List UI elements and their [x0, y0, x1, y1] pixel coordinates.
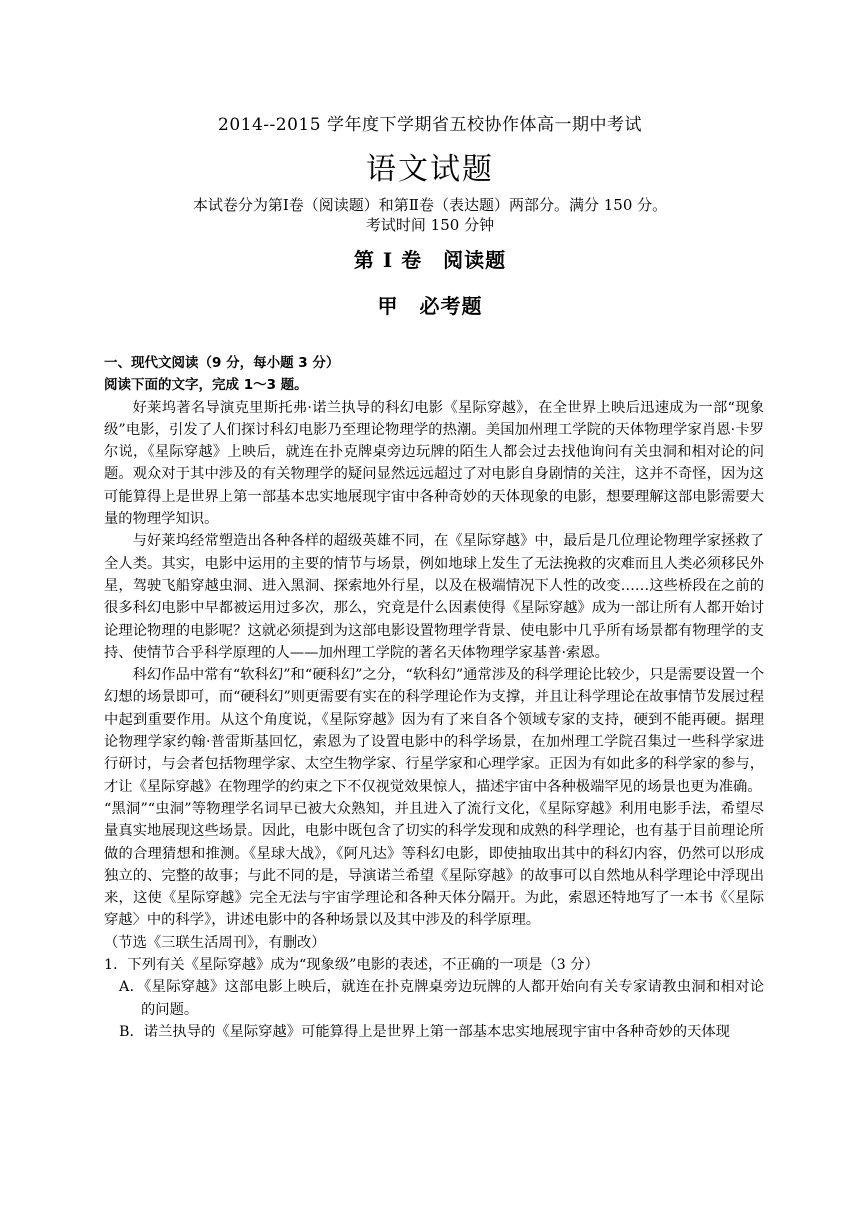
- passage-source: （节选《三联生活周刊》，有删改）: [104, 934, 326, 951]
- option-a-text: A．《星际穿越》这部电影上映后，就连在扑克牌桌旁边玩牌的人都开始向有关专家请教虫洞和相对论的问题。: [119, 979, 764, 1018]
- question-1-option-a: [104, 976, 764, 1021]
- passage-paragraph-1: 好莱坞著名导演克里斯托弗·诺兰执导的科幻电影《星际穿越》，在全世界上映后迅速成为一部“现象级”电影，引发了人们探讨科幻电影乃至理论物理学的热潮。美国加州理工学院的天体物理学家肖恩·卡罗尔说，《星际穿越》上映后，就连在扑克牌桌旁边玩牌的陌生人都会过去找他询问有关虫洞和相对论的问题。观众对于其中涉及的有关物理学的疑问显然远远超过了对电影自身剧情的关注，这并不奇怪，因为这可能算得上是世界上第一部基本忠实地展现宇宙中各种奇妙的天体现象的电影，想要理解这部电影需要大量的物理学知识。: [104, 399, 764, 528]
- option-b-text: B．诺兰执导的《星际穿越》可能算得上是世界上第一部基本忠实地展现宇宙中各种奇妙的天体现: [119, 1023, 730, 1040]
- exam-intro-scoring: 本试卷分为第Ⅰ卷（阅读题）和第Ⅱ卷（表达题）两部分。满分 150 分。: [192, 196, 668, 214]
- question-1-option-b: [104, 1021, 764, 1043]
- exam-title: 2014--2015 学年度下学期省五校协作体高一期中考试: [218, 115, 642, 135]
- passage-paragraph-2: 与好莱坞经常塑造出各种各样的超级英雄不同，在《星际穿越》中，最后是几位理论物理学家拯救了全人类。其实，电影中运用的主要的情节与场景，例如地球上发生了无法挽救的灾难而且人类必须移民外星，驾驶飞船穿越虫洞、进入黑洞、探索地外行星，以及在极端情况下人性的改变……这些桥段在之前的很多科幻电影中早都被运用过多次，那么，究竟是什么因素使得《星际穿越》成为一部让所有人都开始讨论理论物理的电影呢？这就必须提到为这部电影设置物理学背景、使电影中几乎所有场景都有物理学的支持、使情节合乎科学原理的人——加州理工学院的著名天体物理学家基普·索恩。: [104, 533, 764, 661]
- section-heading: 一、现代文阅读（9 分，每小题 3 分）: [104, 355, 340, 371]
- exam-intro-time: 考试时间 150 分钟: [365, 216, 495, 234]
- part-title: 第 I 卷 阅读题: [353, 248, 507, 272]
- subject-title: 语文试题: [366, 152, 494, 187]
- section-title: 甲 必考题: [377, 294, 483, 318]
- reading-section: [104, 352, 764, 1043]
- reading-instruction: 阅读下面的文字，完成 1～3 题。: [104, 377, 308, 394]
- question-1-stem: 1．下列有关《星际穿越》成为“现象级”电影的表述，不正确的一项是（3 分）: [104, 957, 599, 974]
- passage-paragraph-3: 科幻作品中常有“软科幻”和“硬科幻”之分，“软科幻”通常涉及的科学理论比较少，只是需要设置一个幻想的场景即可，而“硬科幻”则更需要有实在的科学理论作为支撑，并且让科学理论在故事情节发展过程中起到重要作用。从这个角度说，《星际穿越》因为有了来自各个领域专家的支持，硬到不能再硬。据理论物理学家约翰·普雷斯基回忆，索恩为了设置电影中的科学场景，在加州理工学院召集过一些科学家进行研讨，与会者包括物理学家、太空生物学家、行星学家和心理学家。正因为有如此多的科学家的参与，才让《星际穿越》在物理学的约束之下不仅视觉效果惊人，描述宇宙中各种极端罕见的场景也更为准确。: [104, 667, 764, 795]
- passage-paragraph-4: “黑洞”“虫洞”等物理学名词早已被大众熟知，并且进入了流行文化，《星际穿越》利用电影手法，希望尽量真实地展现这些场景。因此，电影中既包含了切实的科学发现和成熟的科学理论，也有基于目前理论所做的合理猜想和推测。《星球大战》，《阿凡达》等科幻电影，即使抽取出其中的科幻内容，仍然可以形成独立的、完整的故事；与此不同的是，导演诺兰希望《星际穿越》的故事可以自然地从科学理论中浮现出来，这使《星际穿越》完全无法与宇宙学理论和各种天体分隔开。为此，索恩还特地写了一本书《〈星际穿越〉中的科学》，讲述电影中的各种场景以及其中涉及的科学原理。: [104, 800, 764, 929]
